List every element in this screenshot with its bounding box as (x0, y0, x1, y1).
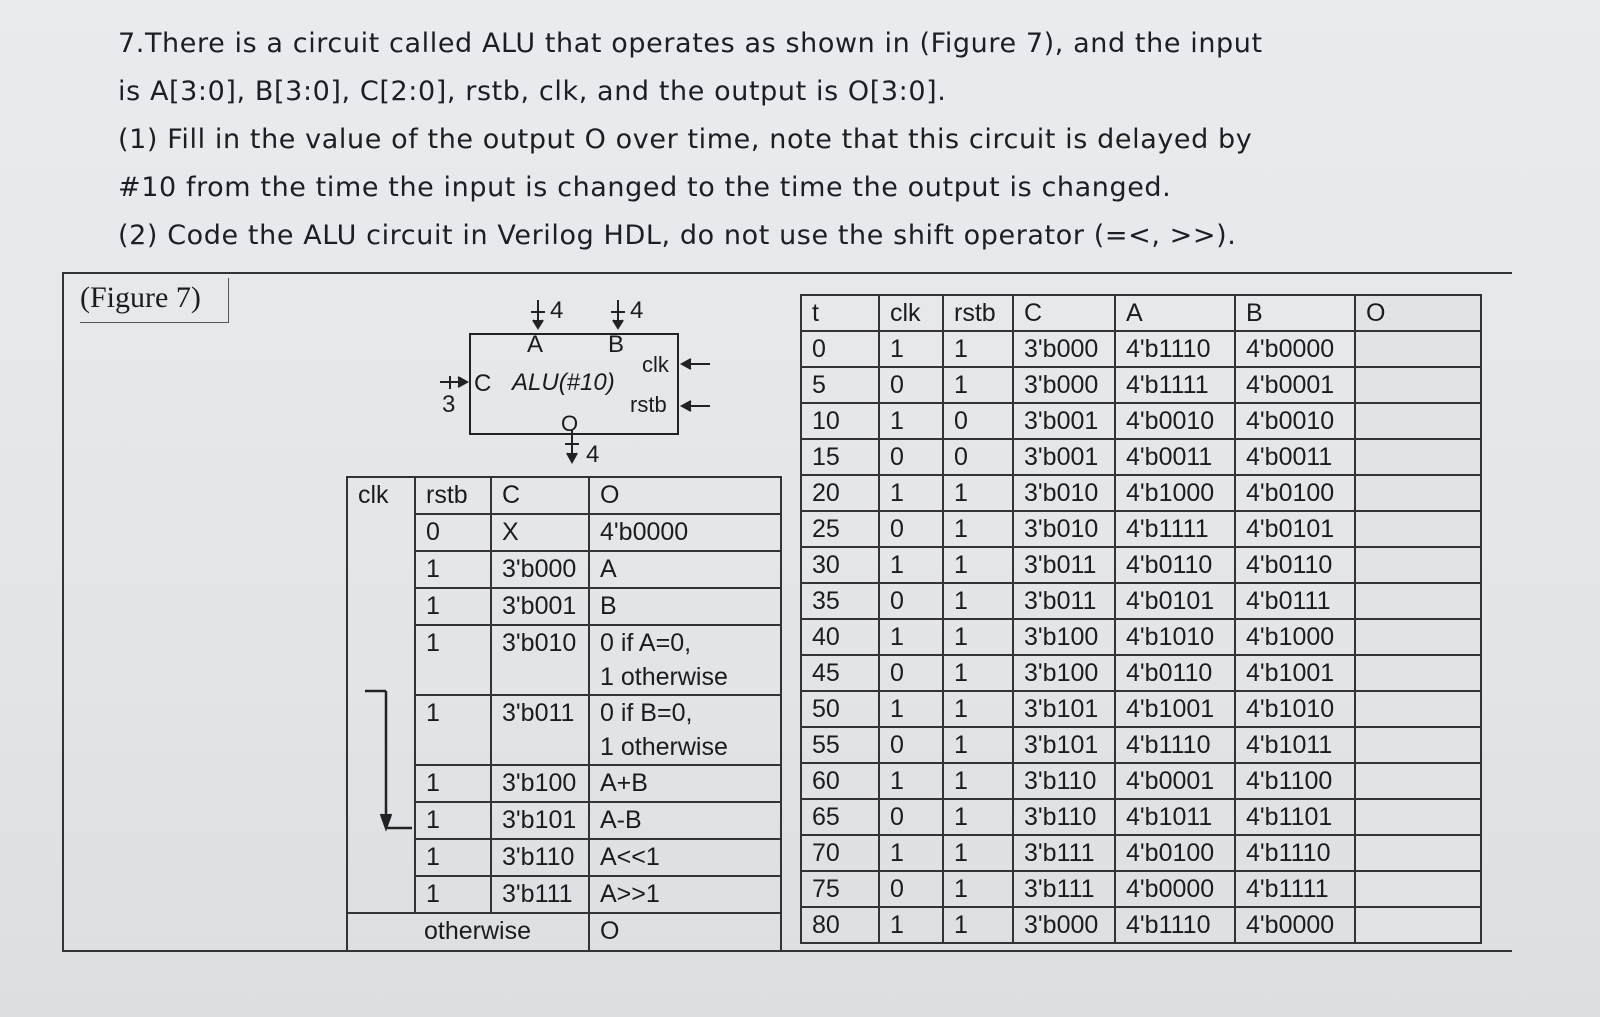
c-cell: 3'b110 (491, 839, 589, 876)
t-cell: 0 (801, 331, 879, 367)
alu-name: ALU(#10) (512, 369, 615, 396)
table-row-otherwise (347, 913, 781, 951)
clk-cell: 0 (879, 367, 943, 403)
c-cell: 3'b000 (1013, 367, 1115, 403)
clk-cell: 1 (879, 763, 943, 799)
rstb-cell: 0 (943, 403, 1013, 439)
timing-row (801, 583, 1481, 619)
port-clk-label: clk (642, 352, 669, 377)
timing-row (801, 367, 1481, 403)
header-t: t (801, 295, 879, 331)
c-cell: 3'b100 (1013, 655, 1115, 691)
rstb-cell: 1 (943, 727, 1013, 763)
a-cell: 4'b1110 (1115, 331, 1235, 367)
rstb-cell: 1 (943, 835, 1013, 871)
rstb-cell: 1 (943, 331, 1013, 367)
b-cell: 4'b1110 (1235, 835, 1355, 871)
clk-cell (347, 551, 415, 588)
clk-cell: 1 (879, 403, 943, 439)
table-row (347, 588, 781, 625)
c-cell: 3'b000 (1013, 907, 1115, 943)
timing-row (801, 547, 1481, 583)
timing-row (801, 907, 1481, 943)
clk-cell (347, 514, 415, 551)
b-cell: 4'b0010 (1235, 403, 1355, 439)
b-cell: 4'b1101 (1235, 799, 1355, 835)
t-cell: 15 (801, 439, 879, 475)
table-row (347, 839, 781, 876)
header-c: C (491, 477, 589, 514)
timing-row (801, 799, 1481, 835)
timing-row (801, 511, 1481, 547)
rstb-cell: 1 (943, 763, 1013, 799)
c-cell: 3'b110 (1013, 799, 1115, 835)
rstb-cell: 1 (943, 655, 1013, 691)
t-cell: 30 (801, 547, 879, 583)
b-cell: 4'b0011 (1235, 439, 1355, 475)
o-cell: A (589, 551, 781, 588)
rstb-cell: 1 (415, 551, 491, 588)
o-cell: A+B (589, 765, 781, 802)
alu-block-diagram (420, 290, 730, 470)
c-cell: 3'b000 (491, 551, 589, 588)
b-cell: 4'b0001 (1235, 367, 1355, 403)
rstb-cell: 1 (415, 839, 491, 876)
c-cell: 3'b010 (1013, 475, 1115, 511)
o-answer-cell[interactable] (1355, 763, 1481, 799)
a-cell: 4'b1001 (1115, 691, 1235, 727)
clk-cell: 0 (879, 511, 943, 547)
o-answer-cell[interactable] (1355, 871, 1481, 907)
width-o: 4 (586, 441, 600, 468)
a-cell: 4'b1111 (1115, 511, 1235, 547)
c-cell: 3'b111 (1013, 871, 1115, 907)
t-cell: 10 (801, 403, 879, 439)
timing-row (801, 619, 1481, 655)
o-cell: B (589, 588, 781, 625)
rstb-cell: 1 (943, 511, 1013, 547)
clk-cell: 1 (879, 691, 943, 727)
o-answer-cell[interactable] (1355, 367, 1481, 403)
header-c: C (1013, 295, 1115, 331)
timing-row (801, 727, 1481, 763)
b-cell: 4'b0000 (1235, 331, 1355, 367)
a-cell: 4'b1110 (1115, 907, 1235, 943)
clk-cell: 1 (879, 907, 943, 943)
problem-line-5: (2) Code the ALU circuit in Verilog HDL, do not use the shift operator (=<, >>). (118, 220, 1237, 251)
a-cell: 4'b0100 (1115, 835, 1235, 871)
a-cell: 4'b1011 (1115, 799, 1235, 835)
figure-label: (Figure 7) (80, 278, 229, 323)
timing-row (801, 871, 1481, 907)
c-cell: 3'b011 (491, 695, 589, 765)
rstb-cell: 1 (943, 547, 1013, 583)
c-cell: 3'b001 (491, 588, 589, 625)
b-cell: 4'b1001 (1235, 655, 1355, 691)
timing-row (801, 763, 1481, 799)
b-cell: 4'b1111 (1235, 871, 1355, 907)
timing-row (801, 403, 1481, 439)
problem-line-2: is A[3:0], B[3:0], C[2:0], rstb, clk, and the output is O[3:0]. (118, 76, 947, 107)
t-cell: 5 (801, 367, 879, 403)
rstb-cell: 1 (415, 625, 491, 695)
a-cell: 4'b0101 (1115, 583, 1235, 619)
clk-cell: 1 (879, 331, 943, 367)
t-cell: 70 (801, 835, 879, 871)
a-cell: 4'b1110 (1115, 727, 1235, 763)
table-row (347, 876, 781, 913)
clk-cell (347, 625, 415, 695)
c-cell: 3'b010 (1013, 511, 1115, 547)
clk-cell: 0 (879, 439, 943, 475)
t-cell: 75 (801, 871, 879, 907)
clk-cell: 1 (879, 835, 943, 871)
b-cell: 4'b1100 (1235, 763, 1355, 799)
rstb-cell: 0 (943, 439, 1013, 475)
rstb-cell: 1 (415, 695, 491, 765)
clk-cell: 0 (879, 871, 943, 907)
rstb-cell: 1 (943, 691, 1013, 727)
otherwise-label: otherwise (347, 913, 589, 951)
o-cell: 0 if A=0, 1 otherwise (589, 625, 781, 695)
a-cell: 4'b1111 (1115, 367, 1235, 403)
rstb-cell: 1 (943, 799, 1013, 835)
clk-cell (347, 588, 415, 625)
c-cell: 3'b101 (491, 802, 589, 839)
c-cell: 3'b011 (1013, 547, 1115, 583)
c-cell: 3'b000 (1013, 331, 1115, 367)
c-cell: 3'b001 (1013, 403, 1115, 439)
c-cell: 3'b111 (1013, 835, 1115, 871)
o-answer-cell[interactable] (1355, 655, 1481, 691)
b-cell: 4'b0110 (1235, 547, 1355, 583)
port-o-label: O (561, 411, 579, 436)
c-cell: 3'b110 (1013, 763, 1115, 799)
timing-row (801, 331, 1481, 367)
timing-row (801, 439, 1481, 475)
o-answer-cell[interactable] (1355, 475, 1481, 511)
header-rstb: rstb (415, 477, 491, 514)
header-a: A (1115, 295, 1235, 331)
o-answer-cell[interactable] (1355, 511, 1481, 547)
c-cell: 3'b011 (1013, 583, 1115, 619)
header-o: O (589, 477, 781, 514)
clk-cell: 0 (879, 727, 943, 763)
c-cell: 3'b100 (491, 765, 589, 802)
t-cell: 50 (801, 691, 879, 727)
port-b-label: B (608, 331, 625, 358)
rstb-cell: 1 (943, 619, 1013, 655)
o-answer-cell[interactable] (1355, 799, 1481, 835)
timing-row (801, 835, 1481, 871)
c-cell: 3'b111 (491, 876, 589, 913)
clk-cell: 0 (879, 583, 943, 619)
a-cell: 4'b1000 (1115, 475, 1235, 511)
rstb-cell: 1 (943, 871, 1013, 907)
timing-row (801, 691, 1481, 727)
o-answer-cell[interactable] (1355, 547, 1481, 583)
port-a-label: A (527, 331, 544, 358)
o-answer-cell[interactable] (1355, 619, 1481, 655)
o-cell: A-B (589, 802, 781, 839)
b-cell: 4'b1011 (1235, 727, 1355, 763)
header-rstb: rstb (943, 295, 1013, 331)
timing-table (800, 294, 1482, 944)
a-cell: 4'b0011 (1115, 439, 1235, 475)
a-cell: 4'b1010 (1115, 619, 1235, 655)
timing-row (801, 475, 1481, 511)
a-cell: 4'b0000 (1115, 871, 1235, 907)
b-cell: 4'b0111 (1235, 583, 1355, 619)
t-cell: 40 (801, 619, 879, 655)
timing-row (801, 655, 1481, 691)
table-row (347, 551, 781, 588)
otherwise-value: O (589, 913, 781, 951)
o-answer-cell[interactable] (1355, 439, 1481, 475)
c-cell: 3'b001 (1013, 439, 1115, 475)
b-cell: 4'b0101 (1235, 511, 1355, 547)
width-a: 4 (550, 297, 564, 324)
problem-line-4: #10 from the time the input is changed to the time the output is changed. (118, 172, 1172, 203)
o-answer-cell[interactable] (1355, 691, 1481, 727)
header-clk: clk (879, 295, 943, 331)
t-cell: 25 (801, 511, 879, 547)
rstb-cell: 1 (415, 765, 491, 802)
t-cell: 65 (801, 799, 879, 835)
header-clk: clk (347, 477, 415, 514)
clk-cell (347, 839, 415, 876)
o-cell: 4'b0000 (589, 514, 781, 551)
port-rstb-label: rstb (630, 392, 667, 417)
clk-falling-edge-arrow-icon (360, 688, 420, 838)
t-cell: 45 (801, 655, 879, 691)
t-cell: 20 (801, 475, 879, 511)
table-header-row (347, 477, 781, 514)
width-c: 3 (442, 391, 456, 418)
a-cell: 4'b0110 (1115, 655, 1235, 691)
width-b: 4 (630, 297, 644, 324)
c-cell: X (491, 514, 589, 551)
o-answer-cell[interactable] (1355, 583, 1481, 619)
table-row (347, 625, 781, 695)
rstb-cell: 0 (415, 514, 491, 551)
b-cell: 4'b1010 (1235, 691, 1355, 727)
c-cell: 3'b100 (1013, 619, 1115, 655)
o-answer-cell[interactable] (1355, 727, 1481, 763)
clk-cell: 1 (879, 619, 943, 655)
table-row (347, 514, 781, 551)
rstb-cell: 1 (415, 876, 491, 913)
clk-cell (347, 876, 415, 913)
rstb-cell: 1 (943, 583, 1013, 619)
b-cell: 4'b1000 (1235, 619, 1355, 655)
clk-cell: 1 (879, 547, 943, 583)
t-cell: 60 (801, 763, 879, 799)
header-o: O (1355, 295, 1481, 331)
a-cell: 4'b0001 (1115, 763, 1235, 799)
problem-line-3: (1) Fill in the value of the output O over time, note that this circuit is delayed by (118, 124, 1253, 155)
b-cell: 4'b0000 (1235, 907, 1355, 943)
rstb-cell: 1 (415, 802, 491, 839)
problem-statement (118, 20, 1408, 260)
c-cell: 3'b101 (1013, 727, 1115, 763)
c-cell: 3'b101 (1013, 691, 1115, 727)
problem-line-1: 7.There is a circuit called ALU that operates as shown in (Figure 7), and the input (118, 28, 1263, 59)
clk-cell: 0 (879, 655, 943, 691)
o-cell: A<<1 (589, 839, 781, 876)
timing-header-row (801, 295, 1481, 331)
clk-cell: 0 (879, 799, 943, 835)
a-cell: 4'b0010 (1115, 403, 1235, 439)
rstb-cell: 1 (943, 907, 1013, 943)
rstb-cell: 1 (943, 367, 1013, 403)
o-answer-cell[interactable] (1355, 907, 1481, 943)
clk-cell: 1 (879, 475, 943, 511)
b-cell: 4'b0100 (1235, 475, 1355, 511)
t-cell: 55 (801, 727, 879, 763)
header-b: B (1235, 295, 1355, 331)
o-answer-cell[interactable] (1355, 403, 1481, 439)
rstb-cell: 1 (943, 475, 1013, 511)
o-cell: A>>1 (589, 876, 781, 913)
o-cell: 0 if B=0, 1 otherwise (589, 695, 781, 765)
t-cell: 35 (801, 583, 879, 619)
c-cell: 3'b010 (491, 625, 589, 695)
t-cell: 80 (801, 907, 879, 943)
o-answer-cell[interactable] (1355, 835, 1481, 871)
a-cell: 4'b0110 (1115, 547, 1235, 583)
o-answer-cell[interactable] (1355, 331, 1481, 367)
port-c-label: C (474, 370, 492, 397)
rstb-cell: 1 (415, 588, 491, 625)
